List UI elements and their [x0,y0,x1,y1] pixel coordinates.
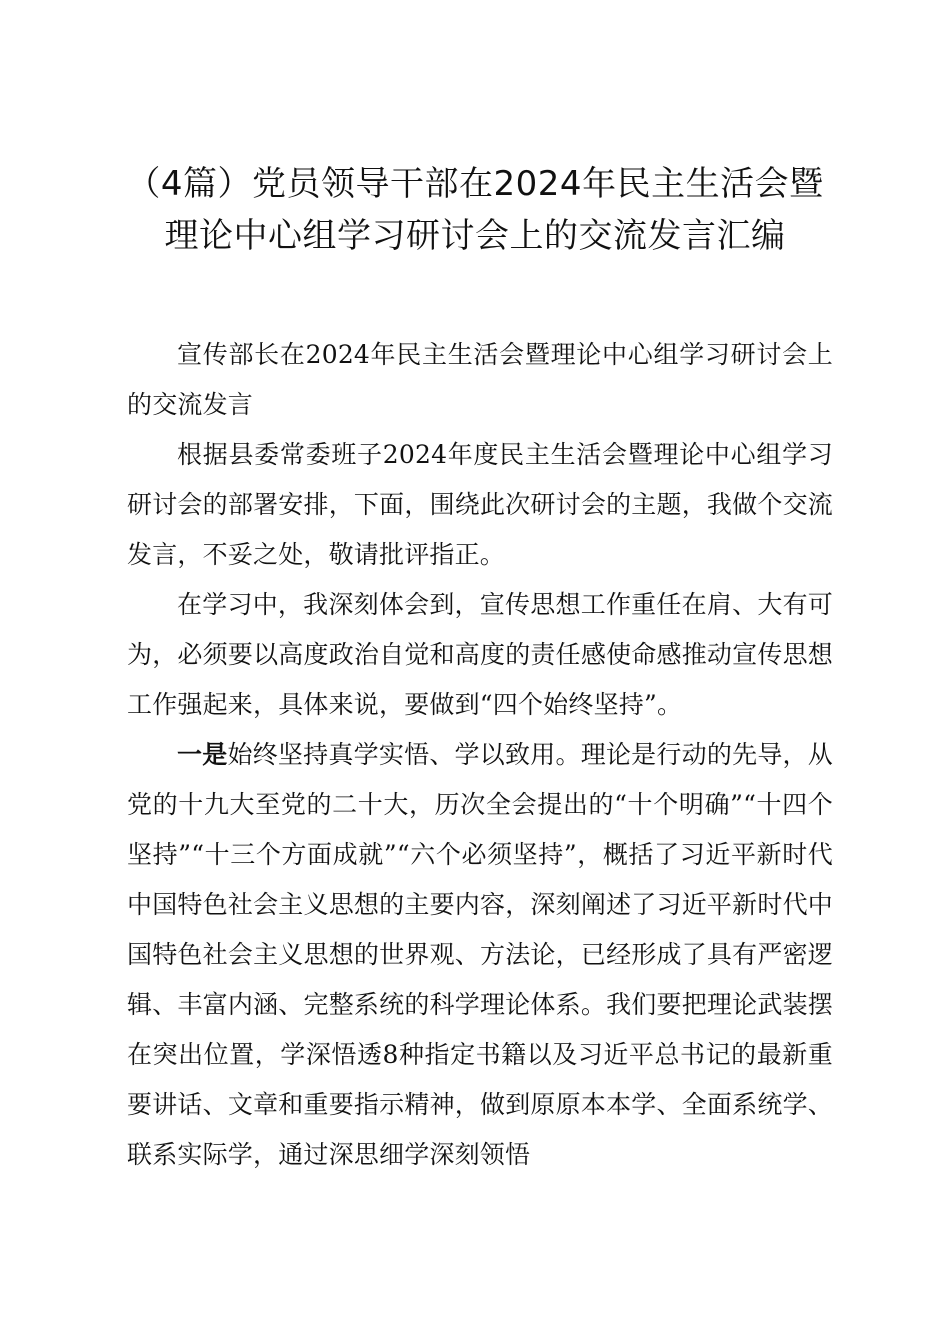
document-body [127,330,833,1180]
paragraph-text: 宣传部长在2024年民主生活会暨理论中心组学习研讨会上的交流发言 [127,340,833,419]
paragraph-intro [127,430,833,580]
paragraph-text: 根据县委常委班子2024年度民主生活会暨理论中心组学习研讨会的部署安排，下面，围绕此次研讨会的主题，我做个交流发言，不妥之处，敬请批评指正。 [127,440,833,569]
title-line-2: 理论中心组学习研讨会上的交流发言汇编 [164,216,786,256]
title-line-1: （4篇）党员领导干部在2024年民主生活会暨 [126,164,824,204]
paragraph-text: 始终坚持真学实悟、学以致用。理论是行动的先导，从党的十九大至党的二十大，历次全会提出的“十个明确”“十四个坚持”“十三个方面成就”“六个必须坚持”，概括了习近平新时代中国特色社会主义思想的主要内容，深刻阐述了习近平新时代中国特色社会主义思想的世界观、方法论，已经形成了具有严密逻辑、丰富内涵、完整系统的科学理论体系。我们要把理论武装摆在突出位置，学深悟透8种指定书籍以及习近平总书记的最新重要讲话、文章和重要指示精神，做到原原本本学、全面系统学、联系实际学，通过深思细学深刻领悟 [127,740,833,1169]
paragraph-text: 在学习中，我深刻体会到，宣传思想工作重任在肩、大有可为，必须要以高度政治自觉和高度的责任感使命感推动宣传思想工作强起来，具体来说，要做到“四个始终坚持”。 [127,590,833,719]
paragraph-point-one [127,730,833,1180]
paragraph-subtitle [127,330,833,430]
paragraph-overview [127,580,833,730]
paragraph-lead: 一是 [177,740,228,769]
document-title [100,158,850,262]
